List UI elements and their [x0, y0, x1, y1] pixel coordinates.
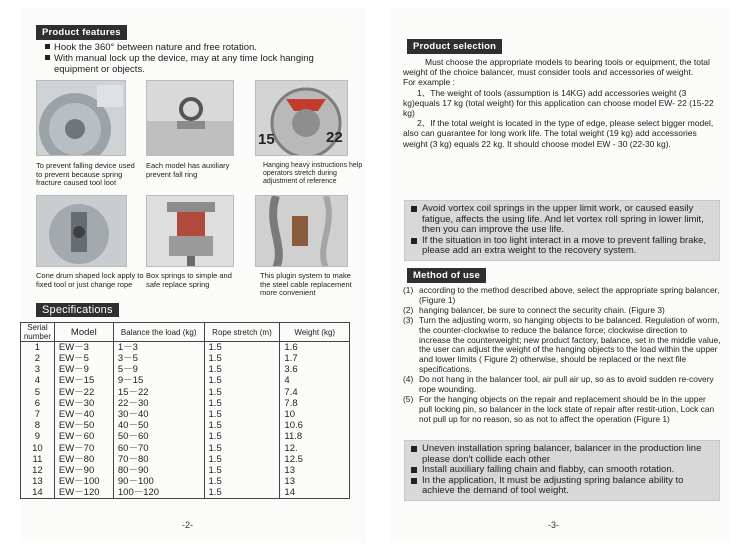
table-cell: 10 [21, 443, 55, 454]
table-cell: EW－60 [54, 431, 113, 442]
table-cell: 12.5 [280, 454, 350, 465]
caption-cone-drum: Cone drum shaped lock apply to fixed tool or just change rope [36, 271, 144, 289]
table-cell: 11.8 [280, 431, 350, 442]
table-cell: 1.5 [204, 420, 280, 431]
table-cell: 9 [21, 431, 55, 442]
table-cell: 13 [21, 476, 55, 487]
table-row [21, 398, 350, 409]
bullet-square-icon [411, 206, 417, 212]
photo-cone-drum-lock [36, 195, 127, 267]
table-cell: 100－120 [113, 487, 204, 499]
method-list [403, 286, 721, 425]
dial-number-22: 22 [326, 129, 343, 146]
table-cell: 15－22 [113, 387, 204, 398]
method-item-text: according to the method described above, select the appropriate spring balancer, (Figure 1) [419, 285, 720, 305]
photo-load-dial [255, 80, 348, 156]
note-box-springs [404, 200, 720, 261]
table-cell: 70－80 [113, 454, 204, 465]
table-cell: 1.6 [280, 342, 350, 354]
table-row [21, 476, 350, 487]
method-item [403, 375, 721, 395]
table-cell: EW－80 [54, 454, 113, 465]
col-serial: Serial number [21, 323, 55, 342]
cone-drum-icon [37, 196, 127, 267]
method-item-text: hanging balancer, be sure to connect the security chain. (Figure 3) [419, 304, 665, 315]
spec-table-body [21, 342, 350, 499]
table-cell: 12 [21, 465, 55, 476]
table-cell: 1.5 [204, 443, 280, 454]
features-heading: Product features [36, 25, 127, 40]
dial-number-15: 15 [258, 131, 275, 148]
note-item: Avoid vortex coil springs in the upper limit work, or caused easily fatigue, affects the using life. And let vortex roll spring in lower limit, then you can improve the use life. [411, 204, 713, 236]
left-page [20, 8, 365, 543]
selection-heading: Product selection [407, 39, 502, 54]
method-item-number: (2) [403, 304, 414, 315]
table-cell: 40－50 [113, 420, 204, 431]
note-item: Install auxiliary falling chain and flabby, can smooth rotation. [411, 465, 713, 476]
table-cell: 8 [21, 420, 55, 431]
table-cell: 3 [21, 364, 55, 375]
spec-table [20, 322, 350, 499]
page-number-right: -3- [548, 520, 559, 530]
photo-auxiliary-ring [146, 80, 234, 156]
balancer-housing-icon [37, 81, 126, 156]
table-cell: 7.8 [280, 398, 350, 409]
table-cell: 1.5 [204, 342, 280, 354]
table-cell: 1.5 [204, 398, 280, 409]
table-cell: EW－15 [54, 375, 113, 386]
feature-bullet-2: With manual lock up the device, may at any time lock hanging equipment or objects. [45, 53, 345, 75]
table-row [21, 364, 350, 375]
table-cell: EW－50 [54, 420, 113, 431]
table-row [21, 409, 350, 420]
method-item-number: (1) [403, 285, 414, 295]
table-cell: 3.6 [280, 364, 350, 375]
table-cell: 90－100 [113, 476, 204, 487]
table-cell: 2 [21, 353, 55, 364]
caption-heavy-instructions: Hanging heavy instructions help operators stretch during adjustment of reference [263, 162, 363, 185]
bullet-square-icon [411, 238, 417, 244]
table-cell: 7.4 [280, 387, 350, 398]
photo-fall-prevention-device [36, 80, 126, 156]
table-cell: EW－40 [54, 409, 113, 420]
table-cell: 1.5 [204, 476, 280, 487]
table-cell: 5－9 [113, 364, 204, 375]
table-cell: 30－40 [113, 409, 204, 420]
method-heading: Method of use [407, 268, 486, 283]
spec-table-header [21, 323, 350, 342]
method-item-text: Turn the adjusting worm, so hanging objects to be balanced. Regulation of worm, the counter-clockwise to reduce the balance force; clockwise direction to increase the counterweight; new product factory, balance, set in the middle value, the user can adjust the weight of the hanging objects to the load within the upper and lower limits ( Figure 2) otherwise, should be replaced or the next file specifications. [419, 314, 721, 375]
table-cell: 1.5 [204, 409, 280, 420]
table-cell: EW－90 [54, 465, 113, 476]
table-row [21, 420, 350, 431]
table-row [21, 387, 350, 398]
method-item-text: Do not hang in the balancer tool, air pull air up, so as to avoid sudden re-covery rope wounding. [419, 374, 714, 395]
table-cell: 10.6 [280, 420, 350, 431]
table-cell: 22－30 [113, 398, 204, 409]
table-cell: 1.5 [204, 387, 280, 398]
table-cell: 1.5 [204, 431, 280, 442]
table-cell: 11 [21, 454, 55, 465]
table-cell: 1－3 [113, 342, 204, 354]
table-cell: 1.5 [204, 454, 280, 465]
note-box-installation [404, 440, 720, 501]
table-cell: 1 [21, 342, 55, 354]
method-item [403, 395, 721, 425]
photo-box-springs [146, 195, 234, 267]
spec-heading: Specifications [36, 303, 119, 317]
table-row [21, 443, 350, 454]
table-cell: EW－120 [54, 487, 113, 499]
table-row [21, 454, 350, 465]
table-cell: 60－70 [113, 443, 204, 454]
table-row [21, 342, 350, 354]
table-cell: 7 [21, 409, 55, 420]
table-cell: 1.5 [204, 353, 280, 364]
table-cell: EW－70 [54, 443, 113, 454]
table-cell: 10 [280, 409, 350, 420]
fall-ring-icon [147, 81, 234, 156]
bullet-square-icon [45, 44, 50, 49]
table-cell: EW－5 [54, 353, 113, 364]
table-row [21, 431, 350, 442]
table-cell: 13 [280, 476, 350, 487]
table-cell: 1.7 [280, 353, 350, 364]
method-item-number: (4) [403, 374, 414, 385]
table-cell: 12. [280, 443, 350, 454]
box-spring-icon [147, 196, 234, 267]
method-item-text: For the hanging objects on the repair and replacement should be in the upper pull locking pin, so balancer in the lock state of repair after restit-ution, Lock can not pull up for no reason, so as not to affect the operation (Figure 1) [419, 393, 715, 424]
table-cell: EW－100 [54, 476, 113, 487]
bullet-square-icon [411, 446, 417, 452]
caption-auxiliary-ring: Each model has auxiliary prevent fall ring [146, 161, 230, 179]
feature-bullet-1: Hook the 360° between nature and free rotation. [45, 42, 365, 53]
caption-fall-prevention: To prevent falling device used to prevent because spring fracture caused tool loot [36, 161, 135, 187]
table-cell: 1.5 [204, 487, 280, 499]
table-cell: 80－90 [113, 465, 204, 476]
table-cell: EW－22 [54, 387, 113, 398]
table-cell: 14 [21, 487, 55, 499]
steel-cable-icon [256, 196, 348, 267]
table-cell: 1.5 [204, 375, 280, 386]
selection-body [403, 57, 721, 149]
bullet-square-icon [411, 467, 417, 473]
note-item: If the situation in too light interact in a move to prevent falling brake, please add an extra weight to the recovery system. [411, 236, 713, 257]
table-cell: 14 [280, 487, 350, 499]
selection-intro: Must choose the appropriate models to bearing tools or equipment, the total weight of the choice balancer, must consider tools and accessories of weight. [403, 57, 710, 78]
table-cell: EW－9 [54, 364, 113, 375]
table-row [21, 353, 350, 364]
page-number-left: -2- [182, 520, 193, 530]
table-row [21, 465, 350, 476]
table-cell: 3－5 [113, 353, 204, 364]
table-row [21, 375, 350, 386]
method-item-number: (5) [403, 393, 414, 404]
table-cell: 4 [21, 375, 55, 386]
caption-plugin-system: This plugin system to make the steel cable replacement more convenient [260, 271, 352, 297]
note-item: In the application, It must be adjusting spring balance ability to achieve the demand of tool weight. [411, 476, 713, 497]
table-row [21, 487, 350, 499]
method-item-number: (3) [403, 314, 414, 325]
table-cell: 13 [280, 465, 350, 476]
selection-example-1: 1、The weight of tools (assumption is 14KG) add accessories weight (3 kg)equals 17 kg (total weight) for this application can choose model EW- 22 (15-22 kg) [403, 87, 714, 119]
selection-example-label: For example : [403, 77, 455, 88]
table-cell: 4 [280, 375, 350, 386]
method-item [403, 286, 721, 306]
method-item [403, 316, 721, 375]
photo-plugin-system [255, 195, 348, 267]
right-page [390, 8, 730, 543]
col-weight: Weight (kg) [280, 323, 350, 342]
table-cell: 5 [21, 387, 55, 398]
table-cell: 50－60 [113, 431, 204, 442]
col-balance-load: Balance the load (kg) [113, 323, 204, 342]
bullet-square-icon [45, 55, 50, 60]
col-model: Model [54, 323, 113, 342]
bullet-square-icon [411, 478, 417, 484]
table-cell: 9－15 [113, 375, 204, 386]
table-cell: 1.5 [204, 364, 280, 375]
table-cell: EW－30 [54, 398, 113, 409]
col-rope-stretch: Rope stretch (m) [204, 323, 280, 342]
table-cell: EW－3 [54, 342, 113, 354]
caption-box-springs: Box springs to simple and safe replace spring [146, 271, 232, 289]
note-item: Uneven installation spring balancer, balancer in the production line please don't collide each other [411, 444, 713, 465]
table-cell: 6 [21, 398, 55, 409]
selection-example-2: 2、If the total weight is located in the type of edge, please select bigger model, also can guarantee for long work life. The total weight (19 kg) add accessories weight (3 kg) equals 22 kg. It should choose model EW - 30 (22-30 kg). [403, 118, 714, 149]
table-cell: 1.5 [204, 465, 280, 476]
